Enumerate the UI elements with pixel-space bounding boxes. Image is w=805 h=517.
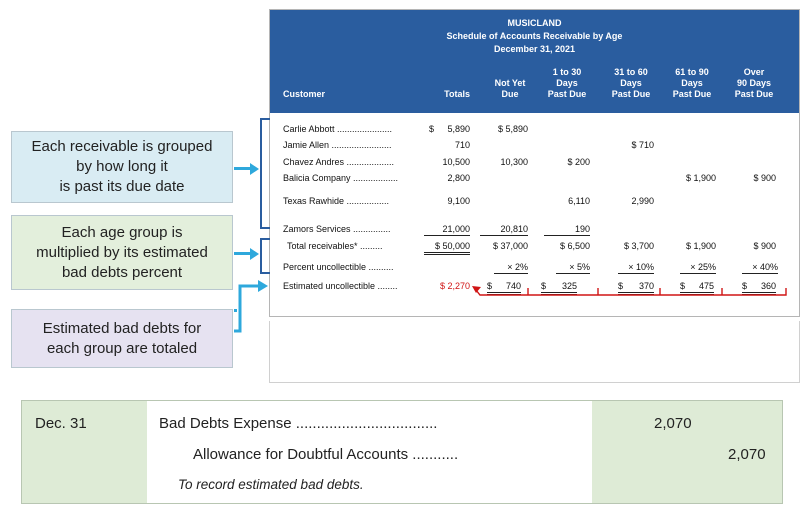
customer-name: Zamors Services ............... [283,224,391,234]
not-yet-due-value: $ 5,890 [497,124,528,134]
credit-account: Allowance for Doubtful Accounts ........... [193,446,459,463]
d1-30-value: $ 6,500 [559,241,590,251]
total-value: 5,890 [447,124,470,134]
customer-name: Chavez Andres ................... [283,157,395,167]
journal-memo: To record estimated bad debts. [178,477,364,492]
header-not-yet-due: Not Yet Due [494,78,526,99]
d31-60-value: $ 710 [631,140,654,150]
amount: 325 [561,281,577,291]
header-customer: Customer [283,89,326,99]
total-label: Total receivables* ......... [287,241,383,251]
dollar-sign: $ [742,281,748,291]
callout-text: Each age group is multiplied by its estimated bad debts percent [36,223,208,281]
total-value: 21,000 [424,224,470,236]
not-yet-due-value: 20,810 [480,224,528,236]
schedule-lower-panel [269,321,800,383]
dollar-sign: $ [429,124,435,134]
header-31-60-days: 31 to 60 Days Past Due [611,67,651,99]
schedule-title: Schedule of Accounts Receivable by Age [446,31,623,41]
d1-30-value: 6,110 [568,196,590,206]
customer-name: Jamie Allen ........................ [283,140,392,150]
amount: 360 [760,281,776,291]
d31-60-percent: × 10% [618,262,654,274]
total-value: $ 50,000 [424,241,470,255]
d1-30-value: $ 200 [567,157,590,167]
total-value: 10,500 [442,157,470,167]
schedule-date: December 31, 2021 [493,44,576,54]
amount: 475 [698,281,714,291]
not-yet-due-value: 10,300 [500,157,528,167]
journal-entry [21,400,783,504]
journal-date: Dec. 31 [35,415,87,432]
d61-90-value: $ 1,900 [685,173,716,183]
callout-text: Estimated bad debts for each group are totaled [42,319,202,357]
d31-60-value: 2,990 [631,196,654,206]
customer-name: Balicia Company .................. [283,173,399,183]
company-name: MUSICLAND [507,18,562,28]
amount: 370 [638,281,654,291]
d31-60-value: $ 3,700 [623,241,654,251]
not-yet-due-percent: × 2% [494,262,528,274]
d61-90-percent: × 25% [680,262,716,274]
dollar-sign: $ [487,281,493,291]
d61-90-value: $ 1,900 [685,241,716,251]
estimate-total: $ 2,270 [439,281,470,291]
over-90-value: $ 900 [753,173,776,183]
total-value: 2,800 [447,173,470,183]
header-61-90-days: 61 to 90 Days Past Due [672,67,712,99]
customer-name: Texas Rawhide ................. [283,196,390,206]
estimate-label: Estimated uncollectible ........ [283,281,398,291]
debit-account: Bad Debts Expense .................................. [159,415,438,432]
amount: 740 [505,281,521,291]
total-value: 9,100 [447,196,470,206]
dollar-sign: $ [618,281,624,291]
percent-label: Percent uncollectible .......... [283,262,394,272]
header-over-90-days: Over 90 Days Past Due [734,67,774,99]
d1-30-percent: × 5% [556,262,590,274]
over-90-percent: × 40% [742,262,778,274]
over-90-value: $ 900 [753,241,776,251]
not-yet-due-value: $ 37,000 [492,241,528,251]
customer-name: Carlie Abbott ...................... [283,124,393,134]
callout-text: Each receivable is grouped by how long it is past its due date [31,138,213,195]
dollar-sign: $ [680,281,686,291]
header-1-30-days: 1 to 30 Days Past Due [547,67,587,99]
dollar-sign: $ [541,281,547,291]
d1-30-value: 190 [544,224,590,236]
header-totals: Totals [444,89,470,99]
debit-amount: 2,070 [654,415,692,432]
total-value: 710 [454,140,470,150]
credit-amount: 2,070 [728,446,766,463]
